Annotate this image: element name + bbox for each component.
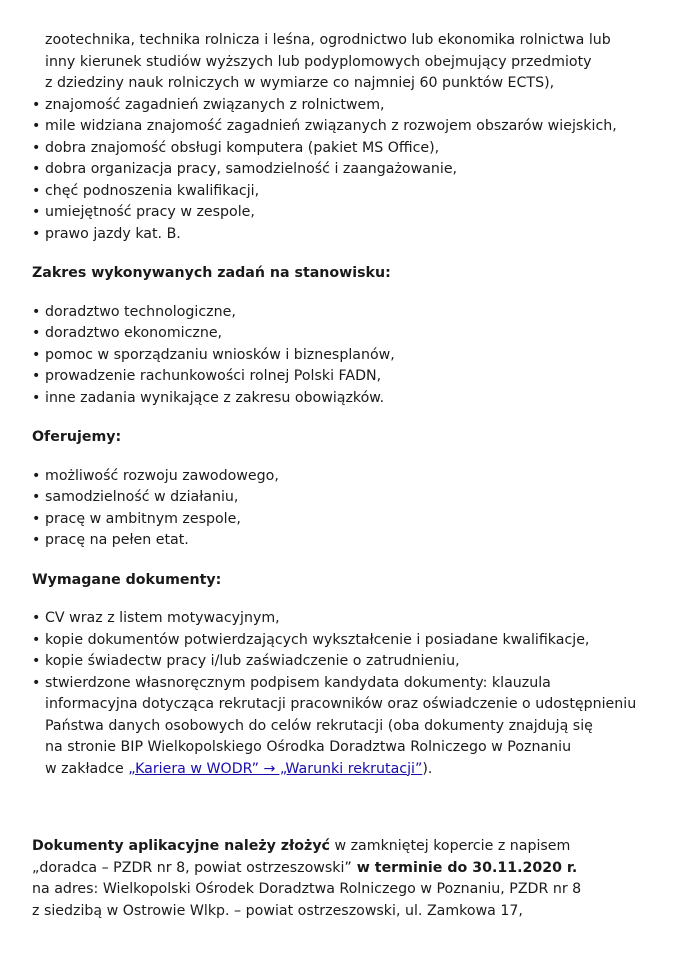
documents-heading: Wymagane dokumenty:	[32, 571, 222, 588]
submission-bold-intro: Dokumenty aplikacyjne należy złożyć	[32, 838, 330, 854]
list-item: • chęć podnoszenia kwalifikacji,	[32, 181, 652, 203]
list-item: • umiejętność pracy w zespole,	[32, 202, 652, 224]
list-item: • dobra organizacja pracy, samodzielność i zaangażowanie,	[32, 159, 652, 181]
list-item: • pracę na pełen etat.	[32, 530, 652, 552]
requirements-list	[32, 95, 652, 246]
item-line: informacyjna dotycząca rekrutacji pracowników oraz oświadczenie o udostępnieniu	[45, 696, 637, 712]
list-item: • samodzielność w działaniu,	[32, 487, 652, 509]
deadline: w terminie do 30.11.2020 r.	[351, 859, 578, 876]
list-item: • prowadzenie rachunkowości rolnej Polski FADN,	[32, 366, 652, 388]
list-item: • znajomość zagadnień związanych z rolnictwem,	[32, 95, 652, 117]
submission-line	[32, 836, 652, 858]
list-item: • kopie dokumentów potwierdzających wykształcenie i posiadane kwalifikacje,	[32, 630, 652, 652]
list-item: • możliwość rozwoju zawodowego,	[32, 466, 652, 488]
link-suffix: ).	[422, 760, 433, 777]
list-item: • prawo jazdy kat. B.	[32, 224, 652, 246]
document-page	[32, 30, 652, 922]
list-item: • pracę w ambitnym zespole,	[32, 509, 652, 531]
list-item: • doradztwo ekonomiczne,	[32, 323, 652, 345]
list-item: • kopie świadectw pracy i/lub zaświadczenie o zatrudnieniu,	[32, 651, 652, 673]
envelope-label: „doradca – PZDR nr 8, powiat ostrzeszowski”	[32, 859, 352, 876]
list-item: • dobra znajomość obsługi komputera (pakiet MS Office),	[32, 138, 652, 160]
item-line: Państwa danych osobowych do celów rekrutacji (oba dokumenty znajdują się	[45, 717, 593, 734]
list-item: • CV wraz z listem motywacyjnym,	[32, 608, 652, 630]
item-line-with-link	[45, 759, 652, 781]
career-conditions-link[interactable]: „Kariera w WODR” → „Warunki rekrutacji”	[128, 760, 423, 777]
continuation-line: inny kierunek studiów wyższych lub podyplomowych obejmujący przedmioty	[45, 53, 592, 70]
submission-paragraph	[32, 836, 652, 922]
list-item-signed-documents	[32, 673, 652, 781]
submission-line	[32, 858, 652, 880]
submission-line: z siedzibą w Ostrowie Wlkp. – powiat ostrzeszowski, ul. Zamkowa 17,	[32, 902, 523, 919]
list-item: • doradztwo technologiczne,	[32, 302, 652, 324]
list-item: • inne zadania wynikające z zakresu obowiązków.	[32, 388, 652, 410]
submission-line: na adres: Wielkopolski Ośrodek Doradztwa Rolniczego w Poznaniu, PZDR nr 8	[32, 881, 582, 897]
link-prefix: w zakładce	[45, 760, 129, 777]
continuation-line: z dziedziny nauk rolniczych w wymiarze co najmniej 60 punktów ECTS),	[45, 75, 555, 91]
tasks-list	[32, 302, 652, 410]
offer-list	[32, 466, 652, 552]
list-item: • mile widziana znajomość zagadnień związanych z rozwojem obszarów wiejskich,	[32, 116, 652, 138]
documents-list	[32, 608, 652, 780]
continuation-line: zootechnika, technika rolnicza i leśna, ogrodnictwo lub ekonomika rolnictwa lub	[45, 32, 611, 48]
item-line: na stronie BIP Wielkopolskiego Ośrodka Doradztwa Rolniczego w Poznaniu	[45, 739, 572, 755]
requirements-continuation	[45, 30, 652, 95]
item-line: • stwierdzone własnoręcznym podpisem kandydata dokumenty: klauzula	[45, 674, 551, 691]
list-item: • pomoc w sporządzaniu wniosków i biznesplanów,	[32, 345, 652, 367]
offer-heading: Oferujemy:	[32, 429, 122, 445]
tasks-heading: Zakres wykonywanych zadań na stanowisku:	[32, 265, 391, 281]
submission-text: w zamkniętej kopercie z napisem	[329, 838, 571, 854]
